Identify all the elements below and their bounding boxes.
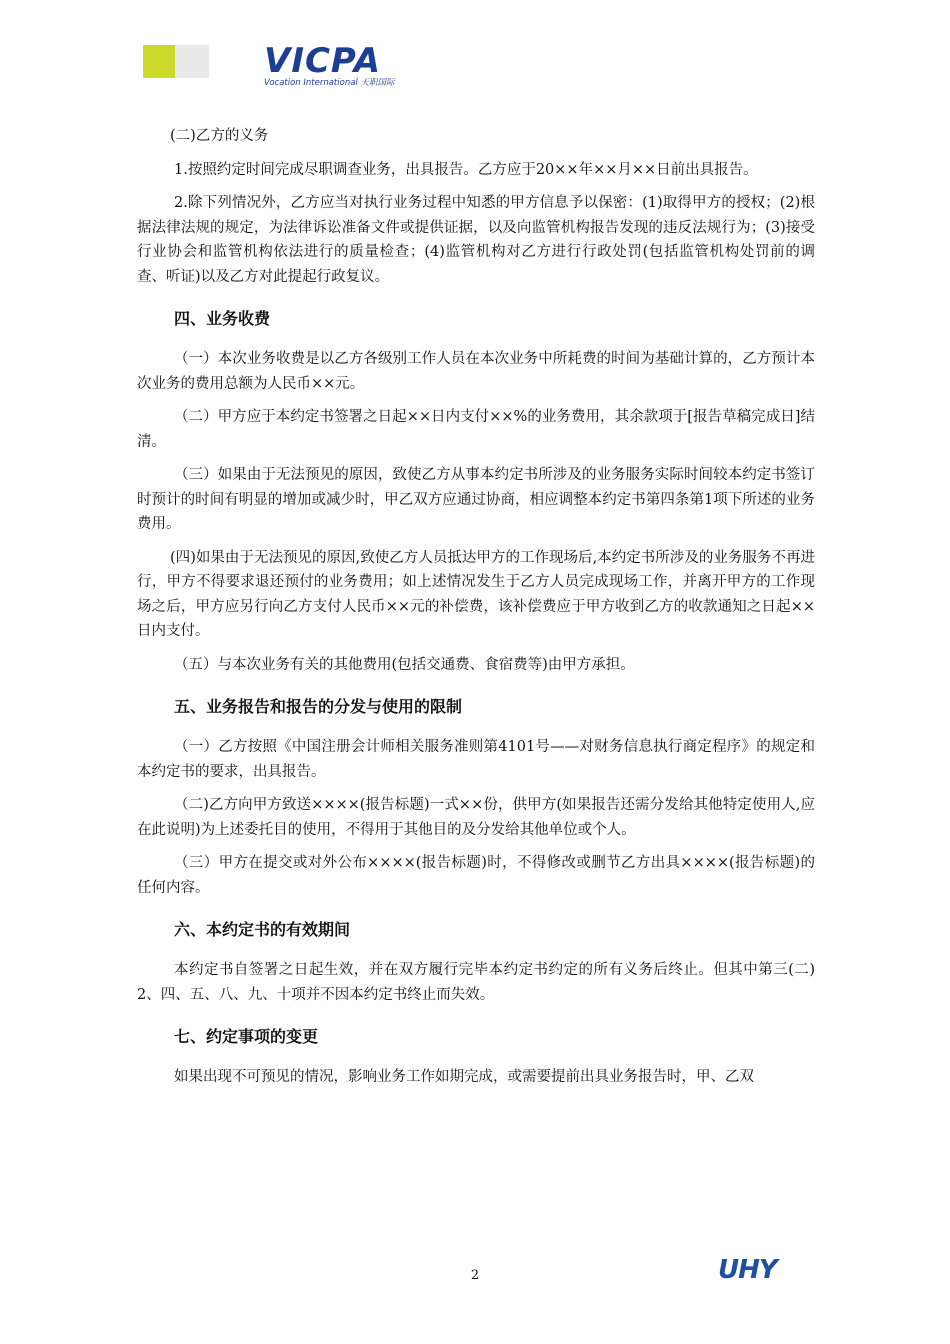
section-heading-validity: 六、本约定书的有效期间: [174, 920, 351, 939]
paragraph: 1.按照约定时间完成尽职调查业务，出具报告。乙方应于20××年××月××日前出具报告。: [174, 161, 758, 178]
paragraph: （一）乙方按照《中国注册会计师相关服务准则第4101号——对财务信息执行商定程序》的规定和本约定书的要求，出具报告。: [137, 739, 815, 780]
color-block-logo: [143, 45, 209, 78]
paragraph: （三）甲方在提交或对外公布××××(报告标题)时，不得修改或删节乙方出具××××(报告标题)的任何内容。: [137, 855, 815, 896]
subsection-title: (二)乙方的义务: [170, 128, 269, 144]
paragraph: 2.除下列情况外，乙方应当对执行业务过程中知悉的甲方信息予以保密：(1)取得甲方的授权；(2)根据法律法规的规定，为法律诉讼准备文件或提供证据，以及向监管机构报告发现的违反法规行为；(3)接受行业协会和监管机构依法进行的质量检查；(4)监管机构对乙方进行行政处罚(包括监管机构处罚前的调查、听证)以及乙方对此提起行政复议。: [137, 195, 815, 285]
paragraph: （二)乙方向甲方致送××××(报告标题)一式××份，供甲方(如果报告还需分发给其他特定使用人,应在此说明)为上述委托目的使用，不得用于其他目的及分发给其他单位或个人。: [137, 797, 815, 838]
section-heading-report: 五、业务报告和报告的分发与使用的限制: [174, 697, 463, 716]
section-heading-changes: 七、约定事项的变更: [174, 1027, 319, 1046]
vicpa-logo-subtitle: Vocation International 天职国际: [264, 78, 395, 88]
paragraph: （三）如果由于无法预见的原因，致使乙方从事本约定书所涉及的业务服务实际时间较本约定书签订时预计的时间有明显的增加或减少时，甲乙双方应通过协商，相应调整本约定书第四条第1项下所述的业务费用。: [137, 467, 815, 532]
section-heading-fees: 四、业务收费: [174, 309, 271, 328]
paragraph: （五）与本次业务有关的其他费用(包括交通费、食宿费等)由甲方承担。: [174, 656, 635, 673]
page-number: 2: [470, 1268, 480, 1283]
document-body: [137, 124, 815, 1099]
vicpa-logo-text: VICPA: [264, 41, 382, 81]
paragraph: （二）甲方应于本约定书签署之日起××日内支付××%的业务费用，其余款项于[报告草稿完成日]结清。: [137, 409, 815, 450]
paragraph: (四)如果由于无法预见的原因,致使乙方人员抵达甲方的工作现场后,本约定书所涉及的业务服务不再进行，甲方不得要求退还预付的业务费用；如上述情况发生于乙方人员完成现场工作，并离开甲方的工作现场之后，甲方应另行向乙方支付人民币××元的补偿费，该补偿费应于甲方收到乙方的收款通知之日起××日内支付。: [137, 549, 815, 639]
paragraph: 本约定书自签署之日起生效，并在双方履行完毕本约定书约定的所有义务后终止。但其中第三(二) 2、四、五、八、九、十项并不因本约定书终止而失效。: [137, 962, 815, 1003]
paragraph: 如果出现不可预见的情况，影响业务工作如期完成，或需要提前出具业务报告时，甲、乙双: [174, 1069, 754, 1085]
paragraph: （一）本次业务收费是以乙方各级别工作人员在本次业务中所耗费的时间为基础计算的，乙方预计本次业务的费用总额为人民币××元。: [137, 351, 815, 392]
grey-block: [175, 45, 209, 78]
vicpa-logo: [264, 41, 398, 88]
green-block: [143, 45, 175, 78]
uhy-logo: UHY: [718, 1255, 777, 1285]
